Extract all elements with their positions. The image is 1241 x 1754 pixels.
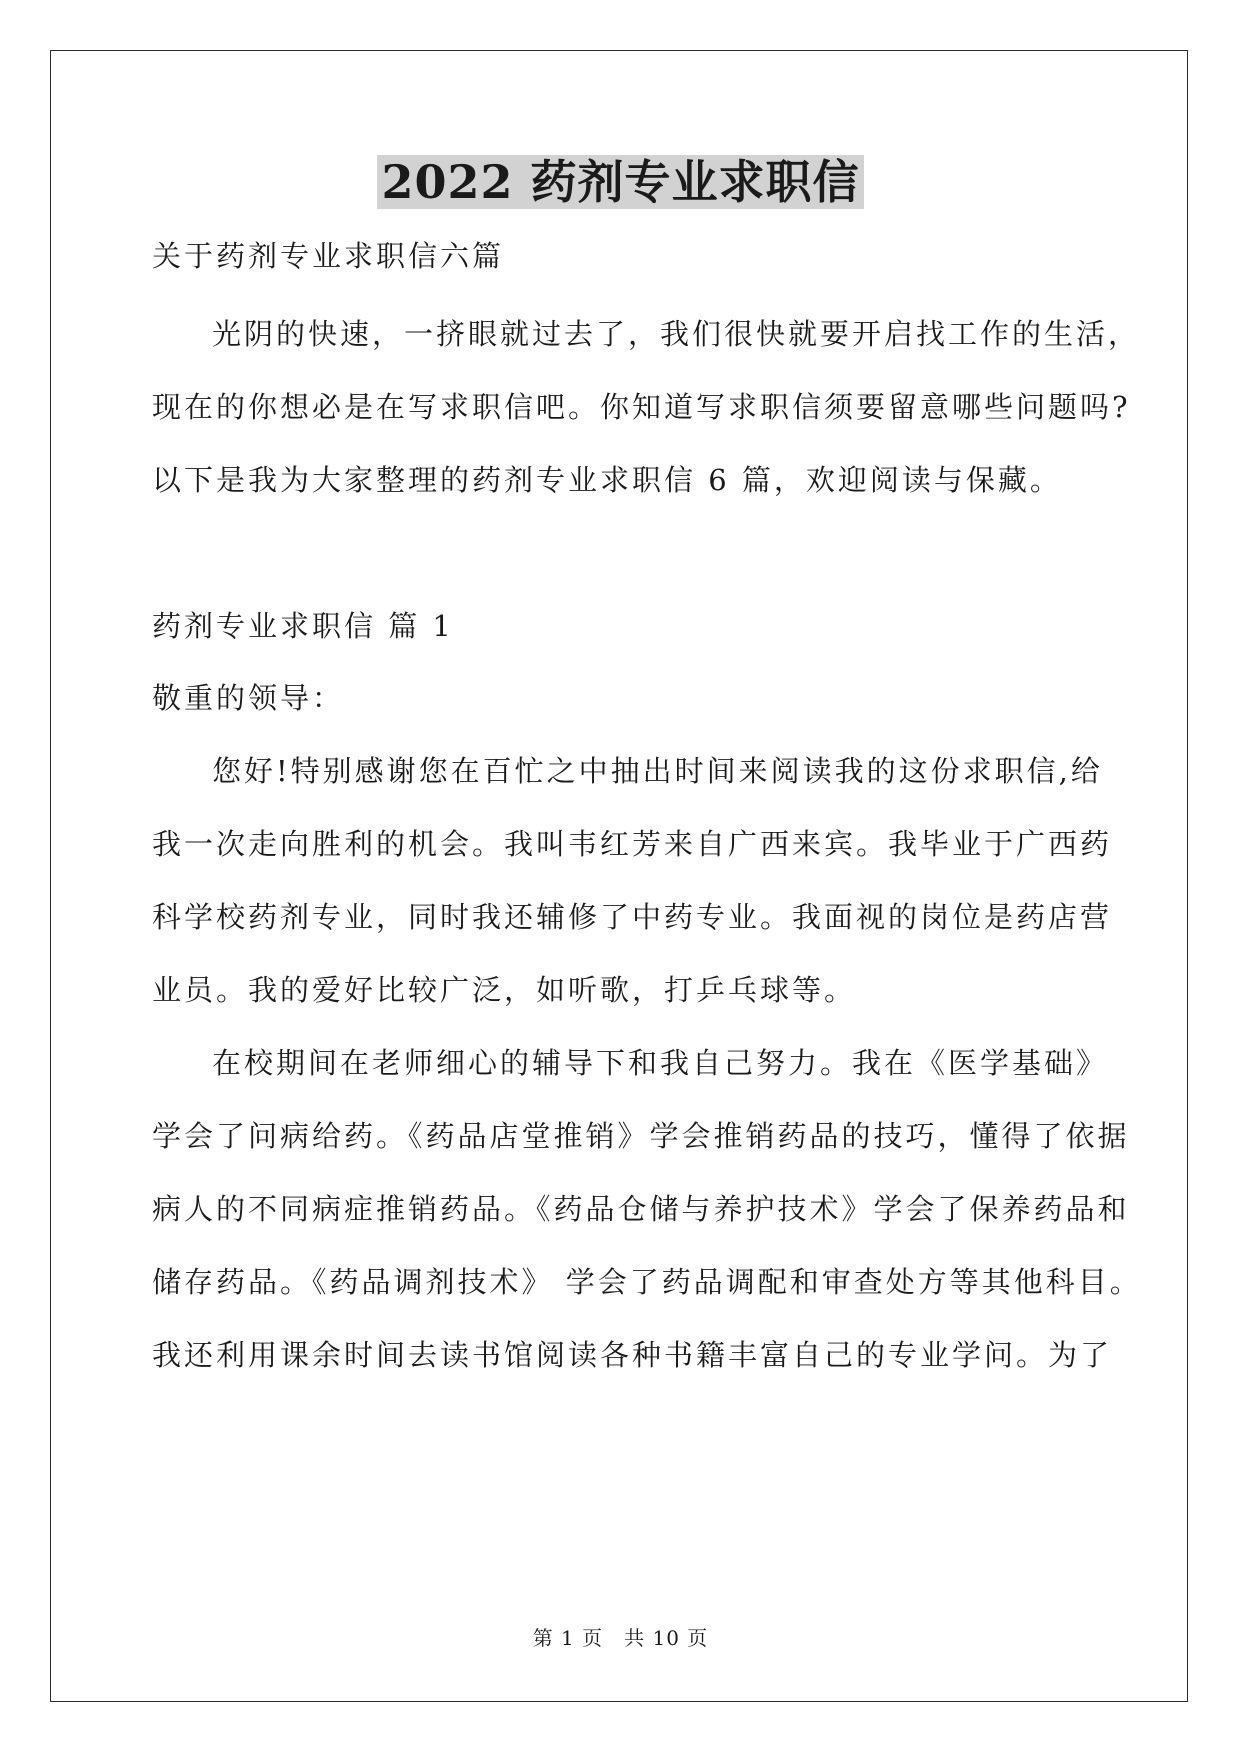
page-border [50, 50, 1188, 1702]
paragraph-line: 储存药品。《药品调剂技术》 学会了药品调配和审查处方等其他科目。 [152, 1265, 1142, 1299]
intro-line: 光阴的快速，一挤眼就过去了，我们很快就要开启找工作的生活， [212, 317, 1141, 351]
intro-line: 现在的你想必是在写求职信吧。你知道写求职信须要留意哪些问题吗? [152, 390, 1131, 424]
intro-line: 以下是我为大家整理的药剂专业求职信 6 篇，欢迎阅读与保藏。 [152, 463, 1062, 497]
paragraph-line: 在校期间在老师细心的辅导下和我自己努力。我在《医学基础》 [212, 1046, 1109, 1080]
document-title-text: 2022 药剂专业求职信 [377, 155, 863, 209]
paragraph-line: 我还利用课余时间去读书馆阅读各种书籍丰富自己的专业学问。为了 [152, 1338, 1113, 1372]
paragraph-line: 科学校药剂专业，同时我还辅修了中药专业。我面视的岗位是药店营 [152, 900, 1113, 934]
paragraph-line: 我一次走向胜利的机会。我叫韦红芳来自广西来宾。我毕业于广西药 [152, 827, 1113, 861]
document-subtitle: 关于药剂专业求职信六篇 [152, 239, 505, 273]
paragraph-line: 您好!特别感谢您在百忙之中抽出时间来阅读我的这份求职信,给 [212, 754, 1103, 788]
salutation: 敬重的领导： [152, 681, 345, 715]
page-footer: 第 1 页 共 10 页 [532, 1626, 709, 1650]
document-title [0, 152, 1241, 212]
paragraph-line: 学会了问病给药。《药品店堂推销》学会推销药品的技巧，懂得了依据 [152, 1119, 1130, 1153]
paragraph-line: 病人的不同病症推销药品。《药品仓储与养护技术》学会了保养药品和 [152, 1192, 1130, 1226]
paragraph-line: 业员。我的爱好比较广泛，如听歌，打乒乓球等。 [152, 973, 857, 1007]
section-heading: 药剂专业求职信 篇 1 [152, 609, 454, 643]
